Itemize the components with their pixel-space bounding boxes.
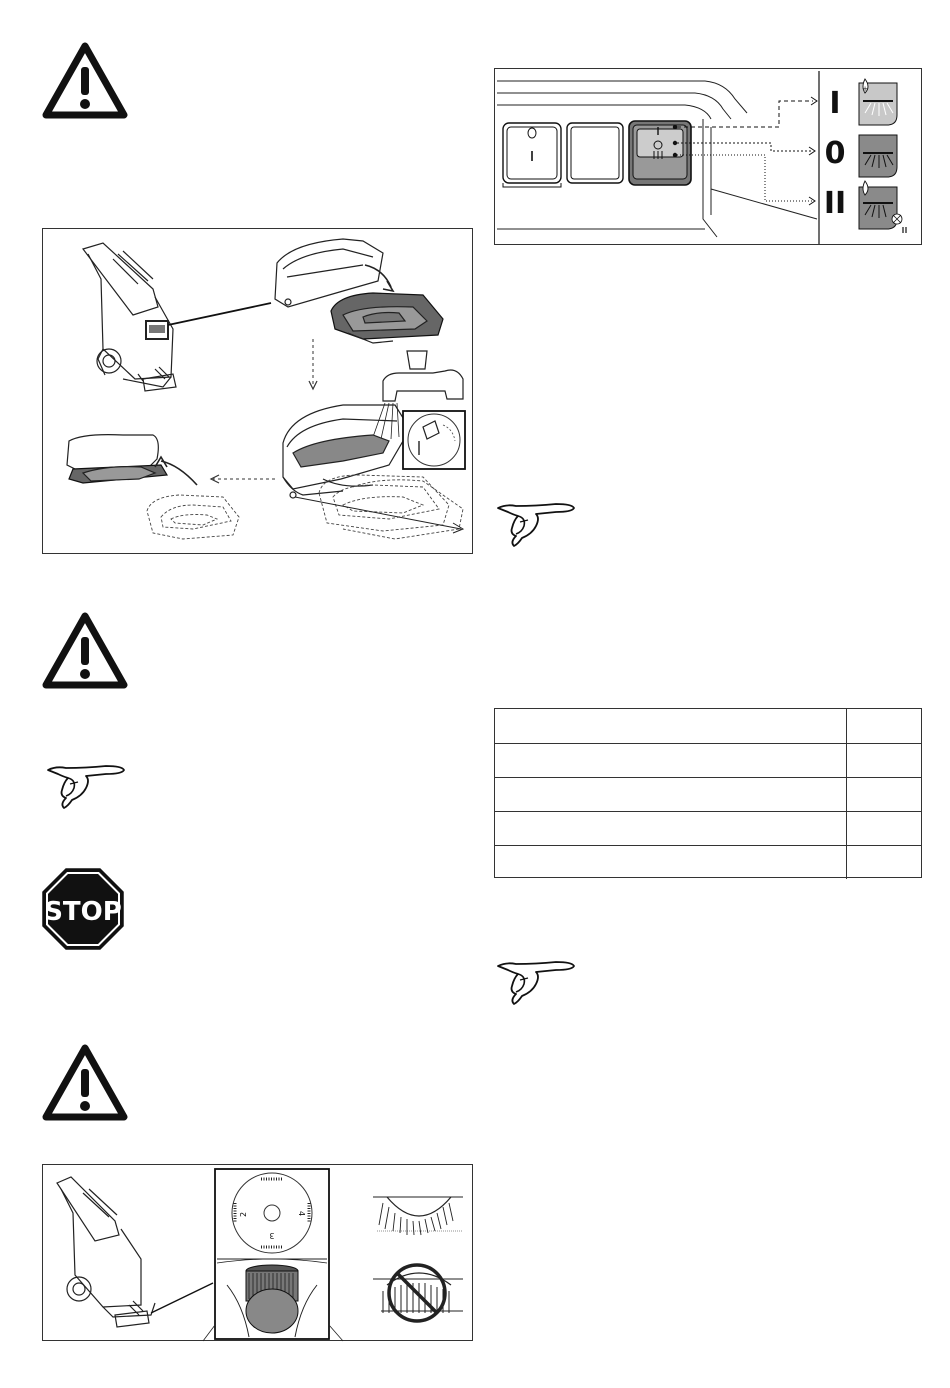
tray-removal-illustration xyxy=(275,239,443,343)
spray-with-detergent-icon xyxy=(859,79,897,125)
stop-sign-icon xyxy=(42,868,124,950)
table-cell xyxy=(847,744,921,777)
pointing-hand-icon xyxy=(496,958,578,1008)
three-position-switch[interactable] xyxy=(629,121,691,185)
main-switch[interactable] xyxy=(503,123,561,187)
spray-icon xyxy=(859,135,897,177)
table-row xyxy=(495,777,921,811)
switch-position-label-I: I xyxy=(829,86,841,121)
table-cell xyxy=(847,709,921,743)
table-cell xyxy=(847,846,921,879)
table-cell xyxy=(495,709,847,743)
table-row xyxy=(495,845,921,879)
dial-number-2: 2 xyxy=(239,1211,248,1217)
switch-position-label-0: 0 xyxy=(824,136,846,171)
warning-triangle-icon xyxy=(42,42,128,120)
pointing-hand-icon xyxy=(46,762,128,812)
control-panel-figure xyxy=(494,68,922,245)
switch-position-label-II: II xyxy=(823,186,847,221)
dial-number-3: 3 xyxy=(269,1231,275,1240)
brush-contact-correct xyxy=(373,1197,463,1235)
tray-cleaning-figure xyxy=(42,228,473,554)
blank-switch xyxy=(567,123,623,183)
stop-label: STOP xyxy=(44,897,122,927)
table-row xyxy=(495,743,921,777)
table-cell xyxy=(847,812,921,845)
warning-triangle-icon xyxy=(42,1044,128,1122)
pointing-hand-icon xyxy=(496,500,578,550)
table-cell xyxy=(495,778,847,811)
table-cell xyxy=(495,846,847,879)
dashed-tray-outline-left xyxy=(147,495,239,539)
table-cell xyxy=(495,812,847,845)
tray-reinsert-illustration xyxy=(67,435,197,485)
data-table xyxy=(494,708,922,878)
tray-washing-illustration xyxy=(283,405,405,498)
table-row xyxy=(495,709,921,743)
svg-text:+: + xyxy=(862,85,868,93)
table-cell xyxy=(847,778,921,811)
carpet-extractor-illustration xyxy=(57,1177,155,1327)
dial-number-4: 4 xyxy=(297,1211,306,1217)
brush-dial-figure xyxy=(42,1164,473,1341)
table-row xyxy=(495,811,921,845)
table-cell xyxy=(495,744,847,777)
spray-with-extraction-icon xyxy=(859,181,906,233)
warning-triangle-icon xyxy=(42,612,128,690)
carpet-extractor-illustration xyxy=(83,243,176,391)
brush-contact-wrong xyxy=(373,1265,463,1321)
switch-position-leaders xyxy=(677,97,817,205)
